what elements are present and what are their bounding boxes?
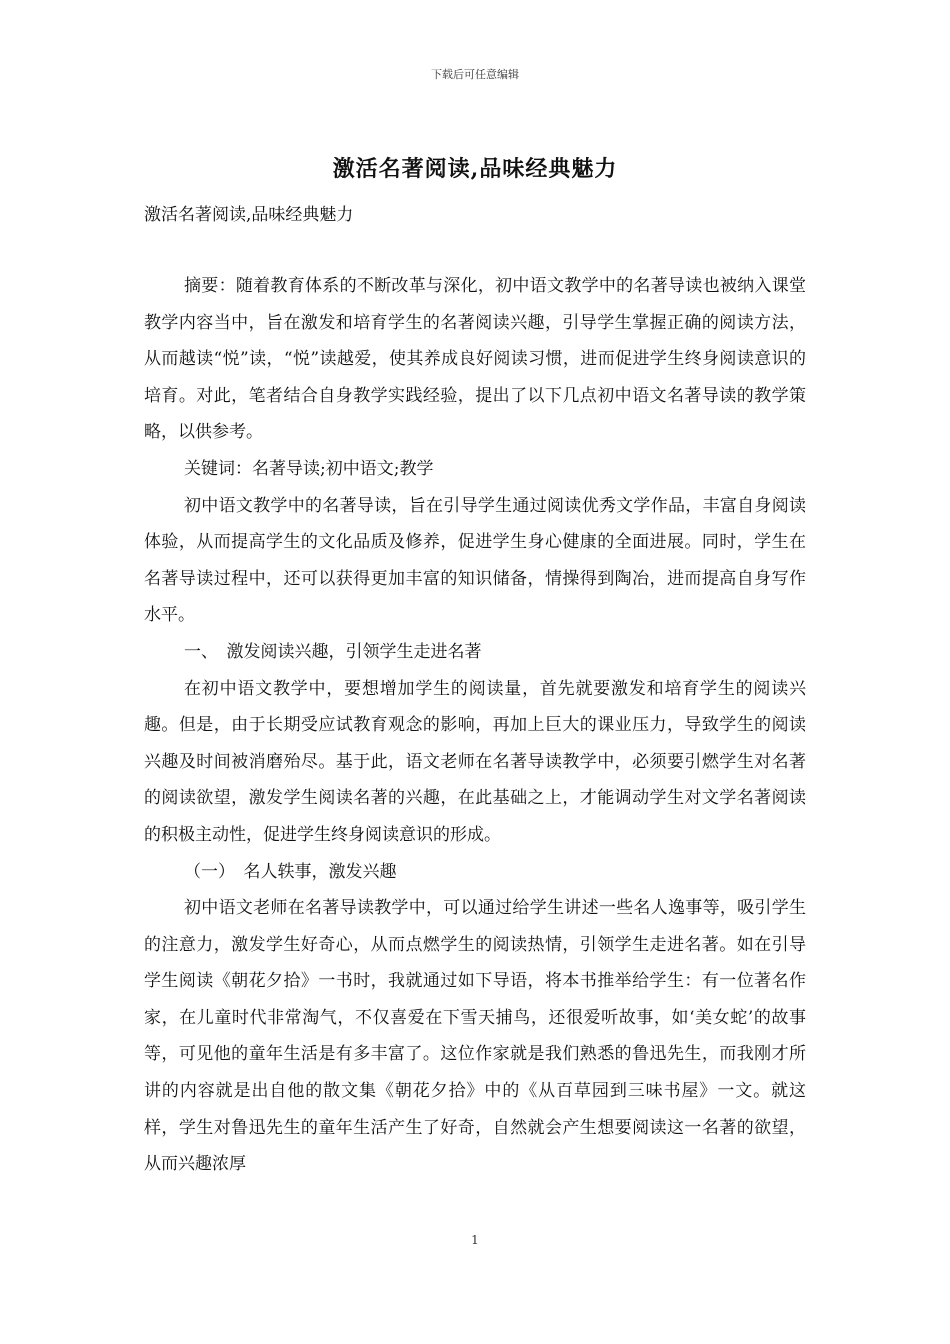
section-1-paragraph: 在初中语文教学中，要想增加学生的阅读量，首先就要激发和培育学生的阅读兴趣。但是，由于长期受应试教育观念的影响，再加上巨大的课业压力，导致学生的阅读兴趣及时间被消磨殆尽。基于此，语文老师在名著导读教学中，必须要引燃学生对名著的阅读欲望，激发学生阅读名著的兴趣，在此基础之上，才能调动学生对文学名著阅读的积极主动性，促进学生终身阅读意识的形成。 [144, 678, 806, 845]
keywords-paragraph: 关键词：名著导读;初中语文;教学 [184, 458, 434, 479]
subsection-1-paragraph: 初中语文老师在名著导读教学中，可以通过给学生讲述一些名人逸事等，吸引学生的注意力，激发学生好奇心，从而点燃学生的阅读热情，引领学生走进名著。如在引导学生阅读《朝花夕拾》一书时，我就通过如下导语，将本书推举给学生：有一位著名作家，在儿童时代非常淘气，不仅喜爱在下雪天捕鸟，还很爱听故事，如‘美女蛇’的故事等，可见他的童年生活是有多丰富了。这位作家就是我们熟悉的鲁迅先生，而我刚才所讲的内容就是出自他的散文集《朝花夕拾》中的《从百草园到三味书屋》一文。就这样，学生对鲁迅先生的童年生活产生了好奇，自然就会产生想要阅读这一名著的欲望，从而兴趣浓厚 [144, 898, 806, 1175]
intro-paragraph: 初中语文教学中的名著导读，旨在引导学生通过阅读优秀文学作品，丰富自身阅读体验，从而提高学生的文化品质及修养，促进学生身心健康的全面进展。同时，学生在名著导读过程中，还可以获得更加丰富的知识储备，情操得到陶冶，进而提高自身写作水平。 [144, 495, 806, 626]
document-body [144, 268, 806, 1183]
page-header-note: 下载后可任意编辑 [431, 68, 519, 81]
page-number: 1 [471, 1233, 479, 1247]
abstract-paragraph: 摘要：随着教育体系的不断改革与深化，初中语文教学中的名著导读也被纳入课堂教学内容当中，旨在激发和培育学生的名著阅读兴趣，引导学生掌握正确的阅读方法，从而越读“悦”读，“悦”读越爱，使其养成良好阅读习惯，进而促进学生终身阅读意识的培育。对此，笔者结合自身教学实践经验，提出了以下几点初中语文名著导读的教学策略，以供参考。 [144, 276, 806, 443]
document-subtitle: 激活名著阅读,品味经典魅力 [144, 205, 354, 225]
subsection-heading-1: （一） 名人轶事，激发兴趣 [184, 861, 397, 882]
document-title: 激活名著阅读,品味经典魅力 [332, 156, 618, 182]
section-heading-1: 一、 激发阅读兴趣，引领学生走进名著 [184, 641, 482, 662]
